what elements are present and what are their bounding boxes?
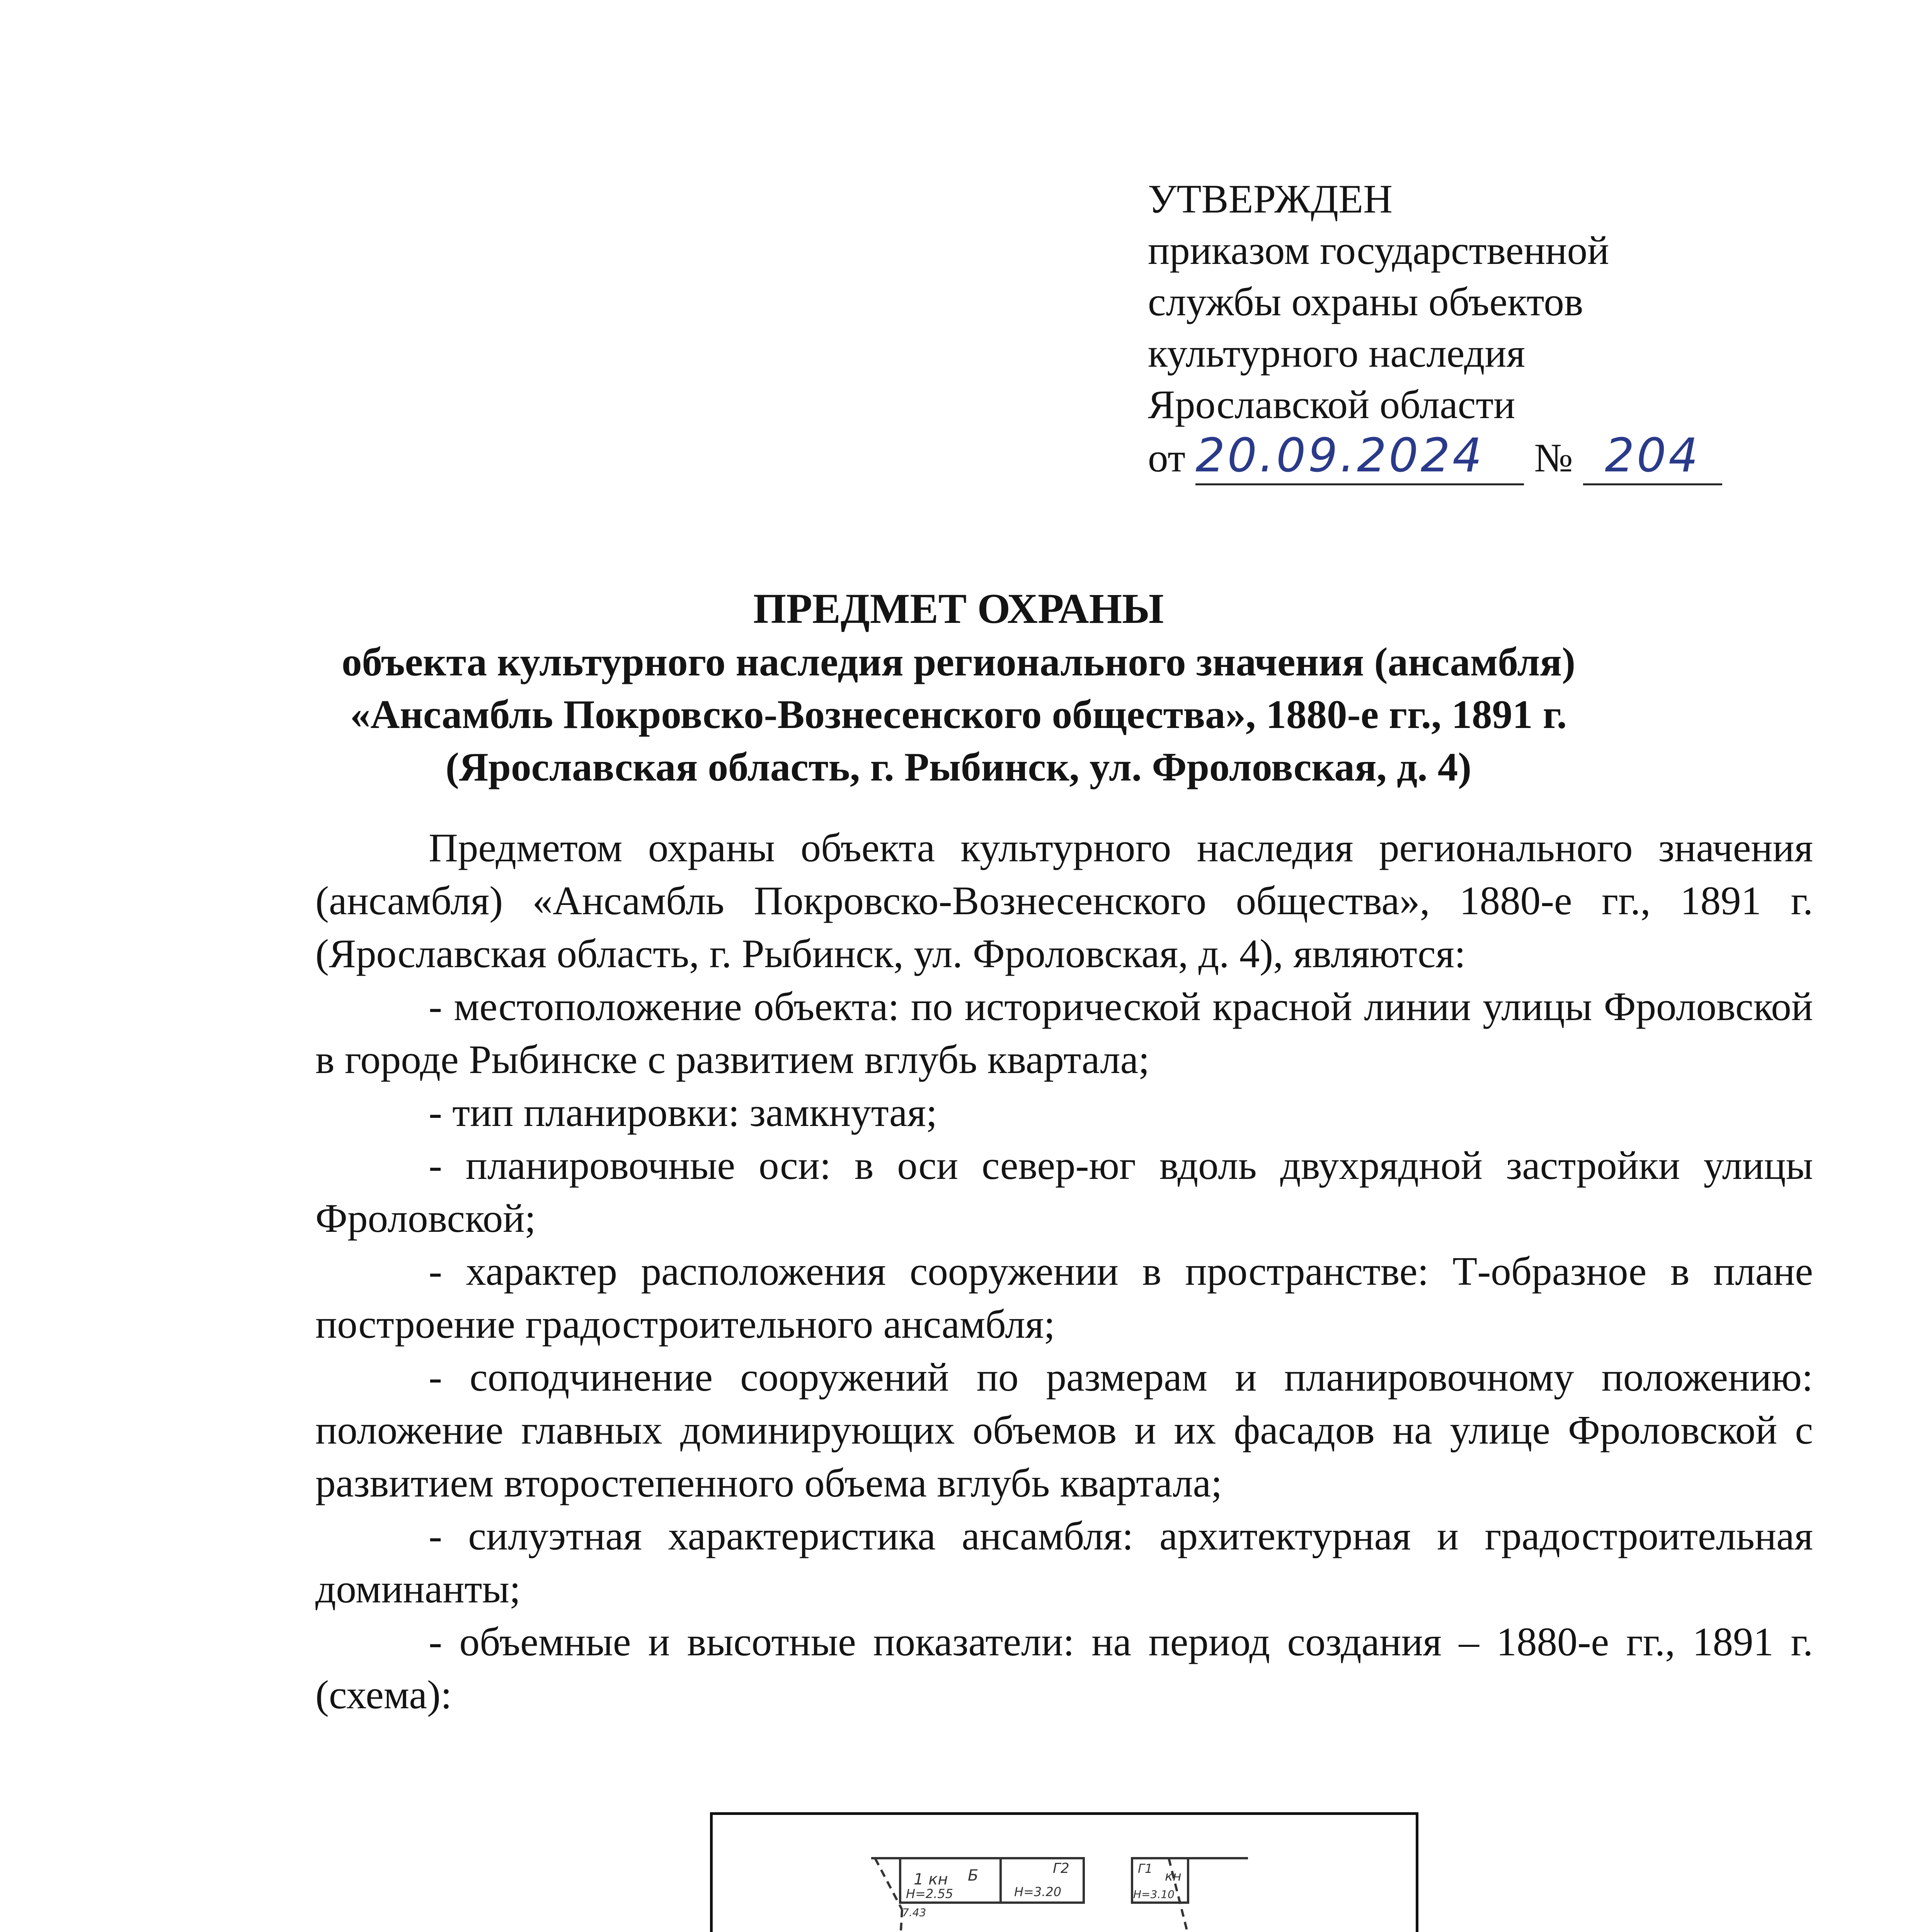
document-header [0, 582, 1917, 793]
number-prefix: № [1534, 435, 1573, 480]
approval-title: УТВЕРЖДЕН [1148, 176, 1393, 221]
label-height-g2: Н=3.20 [1014, 1884, 1062, 1899]
approval-line: приказом государственной [1148, 228, 1609, 273]
label-building-g1: кн [1165, 1869, 1182, 1884]
label-height-g1: Н=3.10 [1133, 1888, 1175, 1901]
document-body [315, 821, 1813, 1721]
document-title: ПРЕДМЕТ ОХРАНЫ [753, 585, 1164, 632]
list-item: - объемные и высотные показатели: на период создания – 1880-е гг., 1891 г. (схема): [315, 1619, 1813, 1717]
handwritten-number: 204 [1605, 429, 1701, 483]
label-height-b: Н=2.55 [906, 1886, 953, 1901]
approval-line: службы охраны объектов [1148, 279, 1583, 324]
label-letter-g1: Г1 [1138, 1861, 1153, 1876]
list-item: - местоположение объекта: по исторической красной линии улицы Фроловской в городе Рыбинске с развитием вглубь квартала; [315, 984, 1813, 1082]
approval-date-line [1148, 430, 1722, 485]
label-letter-g2: Г2 [1053, 1861, 1069, 1876]
document-subtitle: объекта культурного наследия регионального значения (ансамбля) [341, 639, 1576, 684]
schema-frame [710, 1812, 1418, 1932]
approval-line: культурного наследия [1148, 330, 1525, 376]
list-item: - характер расположения сооружении в пространстве: Т-образное в плане построение градостроительного ансамбля; [315, 1248, 1813, 1347]
site-plan-diagram [713, 1815, 1416, 1932]
approval-block [1148, 173, 1722, 485]
list-item: - планировочные оси: в оси север-юг вдоль двухрядной застройки улицы Фроловской; [315, 1143, 1813, 1241]
dimension-label: 7.43 [902, 1906, 926, 1919]
approval-line: Ярославской области [1148, 382, 1515, 427]
date-field [1195, 430, 1524, 485]
list-item: - соподчинение сооружений по размерам и планировочному положению: положение главных доминирующих объемов и их фасадов на улице Фроловской с развитием второстепенного объема вглубь квартала; [315, 1354, 1813, 1505]
list-item: - тип планировки: замкнутая; [429, 1090, 937, 1135]
date-prefix: от [1148, 435, 1186, 480]
label-building-b: 1 кн [914, 1871, 948, 1888]
list-item: - силуэтная характеристика ансамбля: архитектурная и градостроительная доминанты; [315, 1513, 1813, 1611]
label-letter-b: Б [968, 1867, 979, 1884]
document-subtitle: «Ансамбль Покровско-Вознесенского общества», 1880-е гг., 1891 г. [350, 692, 1567, 737]
document-subtitle: (Ярославская область, г. Рыбинск, ул. Фроловская, д. 4) [445, 744, 1472, 789]
intro-paragraph: Предметом охраны объекта культурного наследия регионального значения (ансамбля) «Ансамбль Покровско-Вознесенского общества», 1880-е гг., 1891 г. (Ярославская область, г. Рыбинск, ул. Фроловская, д. 4), являются: [315, 825, 1813, 976]
number-field [1583, 430, 1722, 485]
handwritten-date: 20.09.2024 [1195, 429, 1485, 483]
